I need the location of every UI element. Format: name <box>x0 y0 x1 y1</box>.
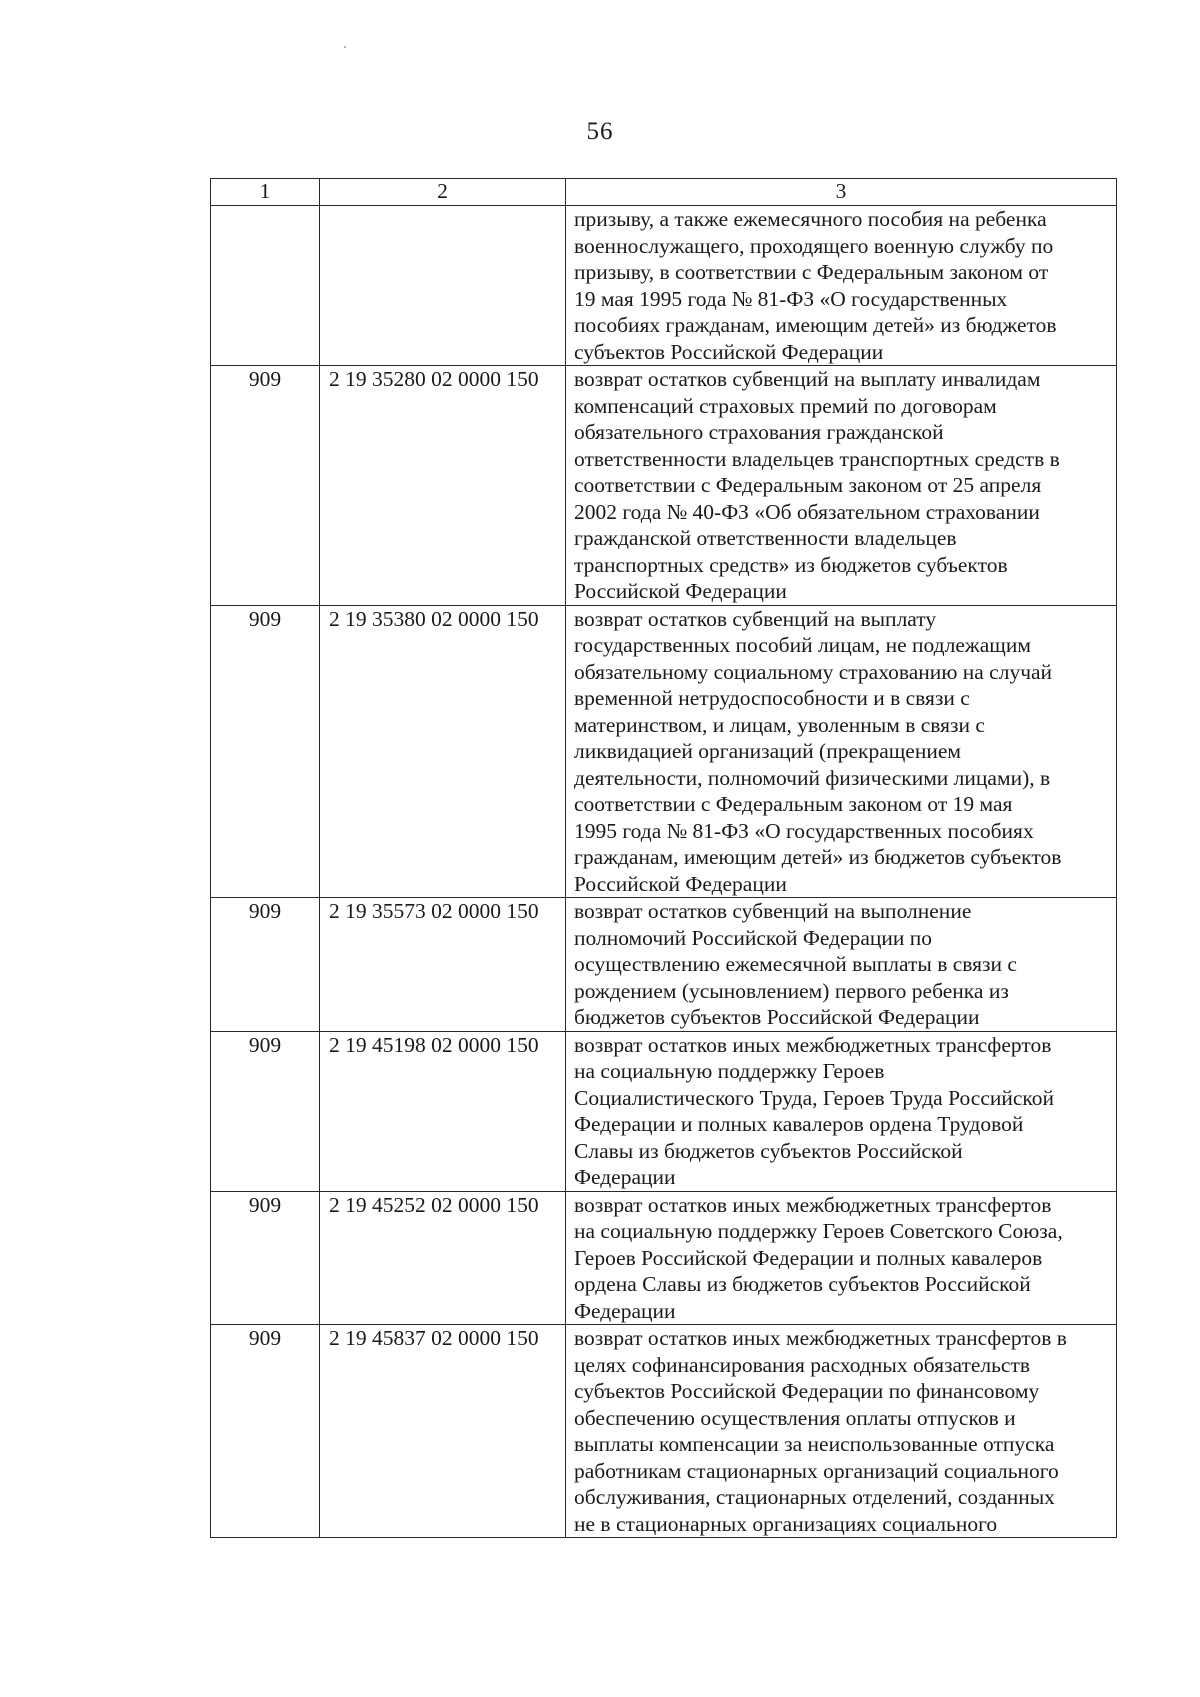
description-line: пособиях гражданам, имеющим детей» из бюджетов <box>574 313 1057 337</box>
budget-code-cell: 2 19 45252 02 0000 150 <box>320 1191 566 1325</box>
description-line: Героев Российской Федерации и полных кавалеров <box>574 1245 1043 1270</box>
description-line: деятельности, полномочий физическими лицами), в <box>574 765 1051 790</box>
description-line: Славы из бюджетов субъектов Российской <box>574 1138 963 1163</box>
header-column-1: 1 <box>211 179 320 206</box>
description-line: гражданской ответственности владельцев <box>574 526 957 550</box>
header-column-3: 3 <box>566 179 1117 206</box>
description-cell <box>566 898 1117 1032</box>
table-row <box>211 1325 1117 1538</box>
table-row <box>211 206 1117 366</box>
budget-code-cell: 2 19 35380 02 0000 150 <box>320 605 566 898</box>
table-body <box>211 206 1117 1538</box>
description-line: компенсаций страховых премий по договорам <box>574 393 997 418</box>
description-line: на социальную поддержку Героев Советского Союза, <box>574 1219 1063 1243</box>
description-line: обязательному социальному страхованию на случай <box>574 659 1053 684</box>
description-line: 2002 года № 40-ФЗ «Об обязательном страховании <box>574 499 1040 524</box>
description-line: возврат остатков иных межбюджетных трансфертов в <box>574 1326 1067 1350</box>
description-line: ответственности владельцев транспортных средств в <box>574 446 1060 471</box>
header-column-2: 2 <box>320 179 566 206</box>
description-line: призыву, а также ежемесячного пособия на ребенка <box>574 207 1047 231</box>
description-line: обеспечению осуществления оплаты отпусков и <box>574 1405 1016 1430</box>
description-line: возврат остатков субвенций на выплату инвалидам <box>574 367 1041 391</box>
admin-code-cell: 909 <box>211 1191 320 1325</box>
description-cell <box>566 1031 1117 1191</box>
description-cell <box>566 605 1117 898</box>
description-line: ликвидацией организаций (прекращением <box>574 739 962 763</box>
description-line: гражданам, имеющим детей» из бюджетов субъектов <box>574 845 1062 869</box>
admin-code-cell: 909 <box>211 366 320 606</box>
admin-code-cell: 909 <box>211 898 320 1032</box>
description-line: государственных пособий лицам, не подлежащим <box>574 633 1031 657</box>
description-cell <box>566 1325 1117 1538</box>
description-line: не в стационарных организациях социального <box>574 1511 998 1536</box>
description-line: временной нетрудоспособности и в связи с <box>574 686 970 710</box>
description-line: 1995 года № 81-ФЗ «О государственных пособиях <box>574 818 1034 843</box>
budget-code-cell: 2 19 45198 02 0000 150 <box>320 1031 566 1191</box>
description-cell <box>566 206 1117 366</box>
description-line: транспортных средств» из бюджетов субъектов <box>574 552 1008 577</box>
description-line: субъектов Российской Федерации <box>574 339 884 364</box>
table-header-row <box>211 179 1117 206</box>
description-line: соответствии с Федеральным законом от 25 апреля <box>574 473 1042 497</box>
description-line: 19 мая 1995 года № 81-ФЗ «О государственных <box>574 286 1008 311</box>
description-line: Российской Федерации <box>574 871 787 896</box>
description-line: Социалистического Труда, Героев Труда Российской <box>574 1085 1055 1110</box>
description-line: обязательного страхования гражданской <box>574 420 944 444</box>
table-row <box>211 1031 1117 1191</box>
description-line: выплаты компенсации за неиспользованные отпуска <box>574 1432 1055 1456</box>
admin-code-cell: 909 <box>211 605 320 898</box>
budget-code-cell: 2 19 35280 02 0000 150 <box>320 366 566 606</box>
budget-code-cell: 2 19 35573 02 0000 150 <box>320 898 566 1032</box>
description-cell <box>566 1191 1117 1325</box>
description-line: Федерации <box>574 1298 676 1323</box>
admin-code-cell <box>211 206 320 366</box>
table-row <box>211 366 1117 606</box>
description-line: материнством, и лицам, уволенным в связи с <box>574 712 985 737</box>
description-line: субъектов Российской Федерации по финансовому <box>574 1379 1040 1403</box>
budget-code-cell: 2 19 45837 02 0000 150 <box>320 1325 566 1538</box>
description-line: соответствии с Федеральным законом от 19 мая <box>574 792 1013 816</box>
description-line: осуществлению ежемесячной выплаты в связи с <box>574 952 1017 976</box>
description-line: возврат остатков субвенций на выплату <box>574 606 937 631</box>
description-line: бюджетов субъектов Российской Федерации <box>574 1005 980 1029</box>
budget-codes-table <box>210 178 1117 1538</box>
description-line: возврат остатков субвенций на выполнение <box>574 899 972 923</box>
description-line: ордена Славы из бюджетов субъектов Российской <box>574 1272 1031 1296</box>
description-line: возврат остатков иных межбюджетных трансфертов <box>574 1032 1052 1057</box>
page-number: 56 <box>586 118 614 145</box>
admin-code-cell: 909 <box>211 1031 320 1191</box>
description-line: на социальную поддержку Героев <box>574 1059 885 1083</box>
scan-speck <box>344 46 346 48</box>
description-line: Федерации <box>574 1165 676 1189</box>
table-row <box>211 1191 1117 1325</box>
table-row <box>211 898 1117 1032</box>
description-line: полномочий Российской Федерации по <box>574 925 933 950</box>
table-row <box>211 605 1117 898</box>
description-line: Федерации и полных кавалеров ордена Трудовой <box>574 1112 1024 1136</box>
description-line: возврат остатков иных межбюджетных трансфертов <box>574 1192 1052 1217</box>
description-line: работникам стационарных организаций социального <box>574 1458 1059 1483</box>
admin-code-cell: 909 <box>211 1325 320 1538</box>
description-line: военнослужащего, проходящего военную службу по <box>574 233 1054 258</box>
description-line: призыву, в соответствии с Федеральным законом от <box>574 260 1049 284</box>
budget-code-cell <box>320 206 566 366</box>
description-line: обслуживания, стационарных отделений, созданных <box>574 1485 1055 1509</box>
description-line: Российской Федерации <box>574 579 787 603</box>
description-cell <box>566 366 1117 606</box>
description-line: рождением (усыновлением) первого ребенка из <box>574 978 1009 1003</box>
description-line: целях софинансирования расходных обязательств <box>574 1352 1031 1377</box>
